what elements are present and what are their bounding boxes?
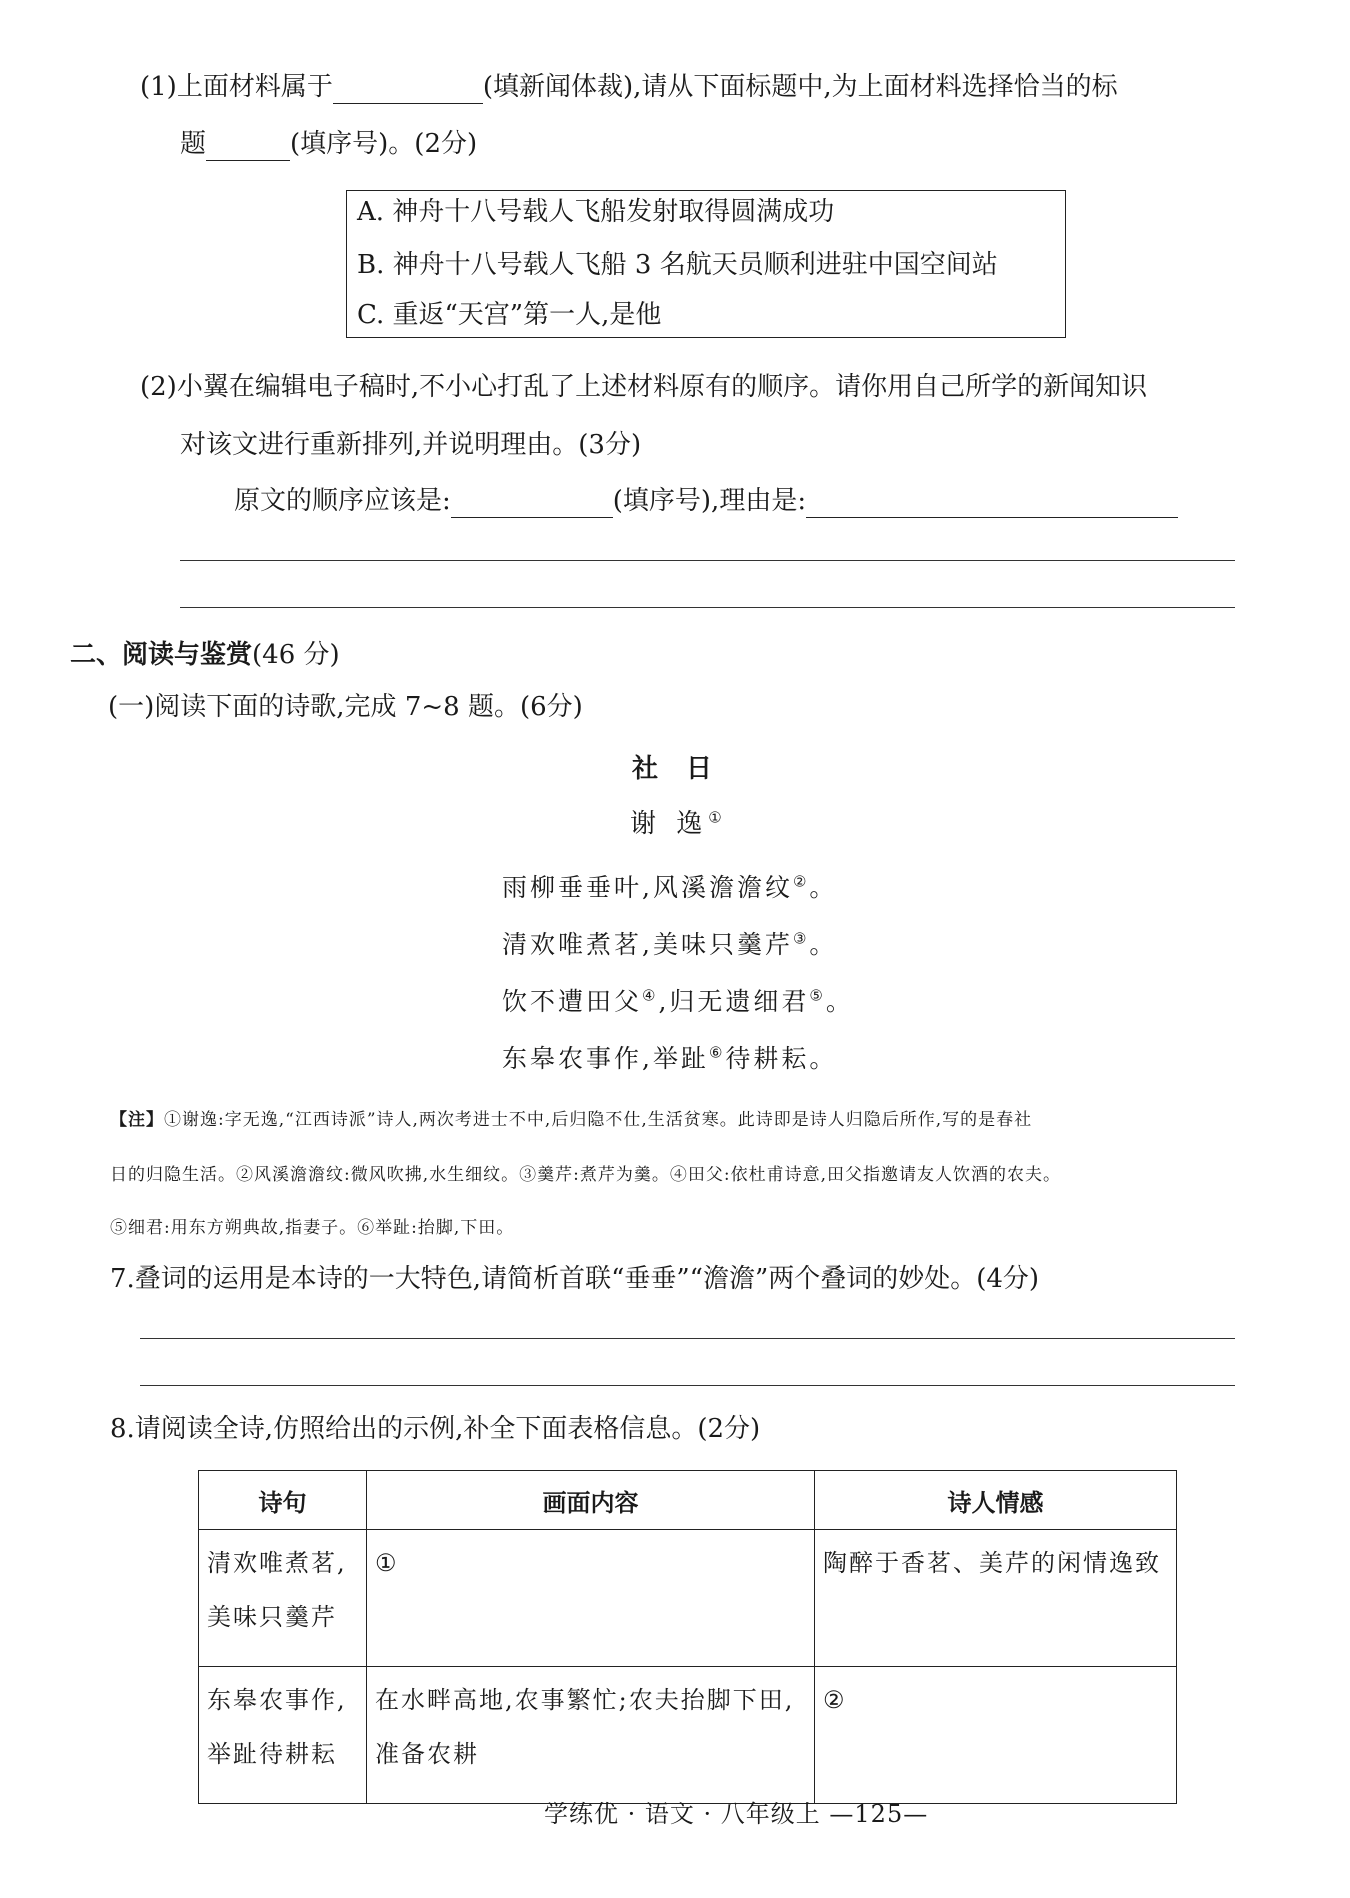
header-emotion: 诗人情感	[815, 1471, 1177, 1530]
answer-blank-genre[interactable]	[333, 77, 483, 104]
option-a: A. 神舟十八号载人飞船发射取得圆满成功	[357, 197, 835, 227]
poem-line-3-end: 。	[825, 987, 854, 1016]
q2-line1: (2)小翼在编辑电子稿时,不小心打乱了上述材料原有的顺序。请你用自己所学的新闻知识	[140, 372, 1148, 402]
footnote-marker: ⑤	[809, 986, 826, 1005]
footnote-marker: ①	[708, 808, 722, 827]
title-options-box	[346, 190, 1066, 338]
option-b: B. 神舟十八号载人飞船 3 名航天员顺利进驻中国空间站	[357, 250, 998, 280]
poem-line-2-text: 清欢唯煮茗,美味只羹芹	[502, 930, 793, 959]
answer-cell-emotion[interactable]: ②	[815, 1667, 1177, 1804]
notes-line-1-text: ①谢逸:字无逸,“江西诗派”诗人,两次考进士不中,后归隐不仕,生活贫寒。此诗即是诗人归隐后所作,写的是春社	[164, 1110, 1033, 1130]
answer-blank-reason[interactable]	[806, 491, 1178, 518]
q1-line2-suffix: (填序号)。(2分)	[290, 129, 478, 159]
notes-line-3: ⑤细君:用东方朔典故,指妻子。⑥举趾:抬脚,下田。	[110, 1218, 515, 1238]
answer-line-reason-2[interactable]	[180, 560, 1235, 561]
notes-label: 【注】	[110, 1110, 164, 1130]
header-verse: 诗句	[199, 1471, 367, 1530]
cell-emotion: 陶醉于香茗、美芹的闲情逸致	[815, 1530, 1177, 1667]
section-score: (46 分)	[252, 640, 340, 670]
answer-blank-title[interactable]	[206, 134, 290, 161]
poem-line-4-text: 东皋农事作,举趾	[502, 1044, 709, 1073]
answer-blank-order[interactable]	[451, 491, 613, 518]
poem-line-2-end: 。	[809, 930, 838, 959]
poem-line-1	[502, 868, 837, 904]
header-scene: 画面内容	[367, 1471, 815, 1530]
section-heading	[70, 634, 340, 671]
footnote-marker: ⑥	[708, 1043, 726, 1062]
poem-line-2	[502, 925, 837, 961]
notes-line-2: 日的归隐生活。②风溪澹澹纹:微风吹拂,水生细纹。③羹芹:煮芹为羹。④田父:依杜甫诗意,田父指邀请友人饮酒的农夫。	[110, 1165, 1061, 1185]
answer-cell-scene[interactable]: ①	[367, 1530, 815, 1667]
notes-line-1	[110, 1108, 1032, 1132]
poem-line-3-mid: ,归无遗细君	[658, 987, 810, 1016]
poem-line-4	[502, 1039, 837, 1075]
footnote-marker: ③	[792, 929, 810, 948]
question-8: 8.请阅读全诗,仿照给出的示例,补全下面表格信息。(2分)	[110, 1414, 761, 1444]
q2-answer-prefix: 原文的顺序应该是:	[234, 486, 451, 516]
cell-verse: 东皋农事作,举趾待耕耘	[199, 1667, 367, 1804]
answer-line-reason-3[interactable]	[180, 607, 1235, 608]
q2-answer-line	[234, 484, 1178, 518]
q1-line2	[180, 127, 477, 161]
cell-verse: 清欢唯煮茗,美味只羹芹	[199, 1530, 367, 1667]
q1-line2-prefix: 题	[180, 129, 207, 159]
cell-scene: 在水畔高地,农事繁忙;农夫抬脚下田,准备农耕	[367, 1667, 815, 1804]
page-footer: 学练优 · 语文 · 八年级上 —125—	[544, 1800, 929, 1828]
q1-line1-suffix: (填新闻体裁),请从下面标题中,为上面材料选择恰当的标	[482, 72, 1118, 102]
q1-line1-prefix: (1)上面材料属于	[140, 72, 333, 102]
footnote-marker: ②	[792, 872, 810, 891]
poem-author	[630, 807, 722, 841]
poem-line-3-text: 饮不遭田父	[502, 987, 643, 1016]
table-header-row	[199, 1471, 1177, 1530]
poem-title: 社日	[632, 754, 741, 784]
table-row	[199, 1530, 1177, 1667]
poem-analysis-table	[198, 1470, 1177, 1804]
poem-author-name: 谢 逸	[630, 809, 709, 839]
answer-line-q7-2[interactable]	[140, 1385, 1235, 1386]
poem-line-1-text: 雨柳垂垂叶,风溪澹澹纹	[502, 873, 793, 902]
q1-line1	[140, 70, 1118, 104]
q2-answer-middle: (填序号),理由是:	[612, 486, 807, 516]
q2-line2: 对该文进行重新排列,并说明理由。(3分)	[180, 430, 642, 460]
poem-line-4-end: 待耕耘。	[725, 1044, 838, 1073]
section-title: 二、阅读与鉴赏	[70, 640, 253, 670]
question-7: 7.叠词的运用是本诗的一大特色,请简析首联“垂垂”“澹澹”两个叠词的妙处。(4分)	[110, 1264, 1040, 1294]
option-c: C. 重返“天宫”第一人,是他	[357, 300, 662, 330]
footnote-marker: ④	[642, 986, 659, 1005]
poem-line-3	[502, 982, 854, 1018]
table-row	[199, 1667, 1177, 1804]
answer-line-q7-1[interactable]	[140, 1338, 1235, 1339]
reading-intro: (一)阅读下面的诗歌,完成 7~8 题。(6分)	[108, 692, 583, 722]
poem-line-1-end: 。	[809, 873, 838, 902]
